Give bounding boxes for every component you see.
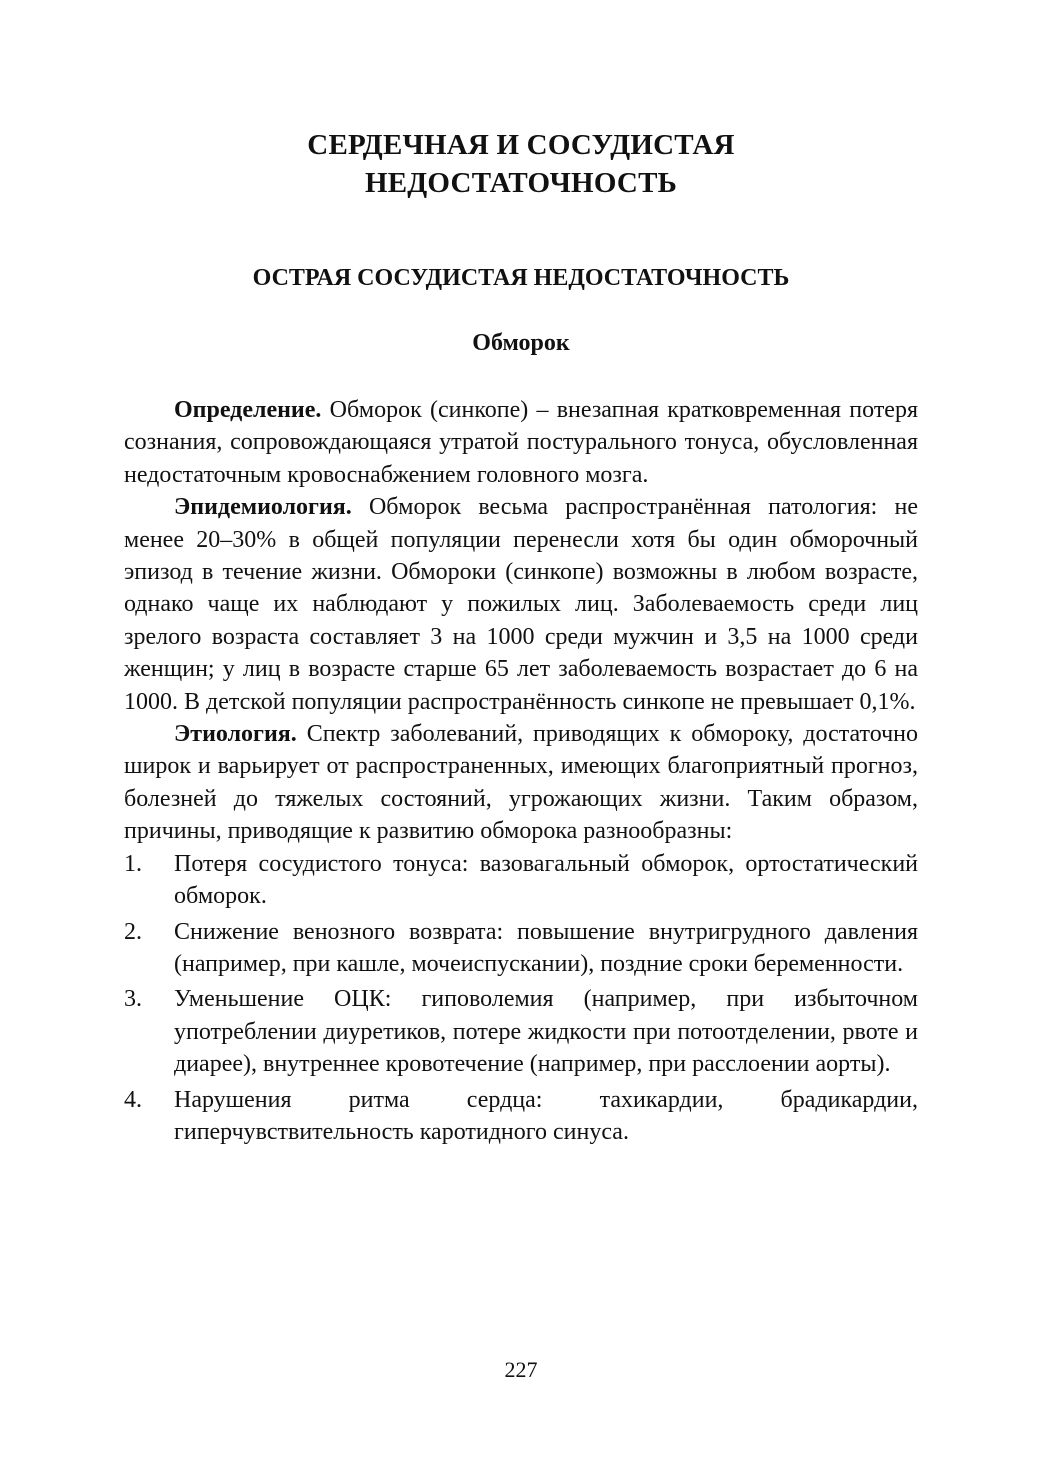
list-item-number: 4. [124, 1086, 142, 1113]
list-item-number: 1. [124, 850, 142, 877]
list-item [124, 1084, 918, 1149]
list-item [124, 848, 918, 913]
etiology-text: Спектр заболеваний, приводящих к обмороку, достаточно широк и варьирует от распространенных, имеющих благоприятный прогноз, болезней до тяжелых состояний, угрожающих жизни. Таким образом, причины, приводящие к развитию обморока разнообразны: [124, 721, 918, 845]
causes-list [124, 848, 918, 1149]
paragraph-definition [124, 394, 918, 491]
list-item [124, 916, 918, 981]
page-number: 227 [504, 1357, 538, 1382]
list-item [124, 983, 918, 1080]
epidemiology-text: Обморок весьма распространённая патология: не менее 20–30% в общей популяции перенесли хотя бы один обморочный эпизод в течение жизни. Обмороки (синкопе) возможны в любом возрасте, однако чаще их наблюдают у пожилых лиц. Заболеваемость среди лиц зрелого возраста составляет 3 на 1000 среди мужчин и 3,5 на 1000 среди женщин; у лиц в возрасте старше 65 лет заболеваемость возрастает до 6 на 1000. В детской популяции распространённость синкопе не превышает 0,1%. [124, 494, 918, 715]
subsection-title: Обморок [472, 330, 570, 356]
list-item-number: 3. [124, 986, 142, 1013]
body-text [124, 394, 918, 1148]
definition-text: Обморок (синкопе) – внезапная кратковременная потеря сознания, сопровождающаяся утратой постурального тонуса, обусловленная недостаточным кровоснабжением головного мозга. [124, 397, 918, 488]
epidemiology-label: Эпидемиология. [174, 494, 352, 521]
list-item-text: Потеря сосудистого тонуса: вазовагальный обморок, ортостатический обморок. [174, 850, 918, 910]
paragraph-etiology [124, 718, 918, 848]
definition-label: Определение. [174, 397, 322, 423]
chapter-title-line-2: НЕДОСТАТОЧНОСТЬ [364, 167, 677, 199]
paragraph-epidemiology [124, 491, 918, 718]
list-item-number: 2. [124, 918, 142, 945]
list-item-text: Уменьшение ОЦК: гиповолемия (например, при избыточном употреблении диуретиков, потере жидкости при потоотделении, рвоте и диарее), внутреннее кровотечение (например, при расслоении аорты). [174, 986, 918, 1078]
list-item-text: Снижение венозного возврата: повышение внутригрудного давления (например, при кашле, мочеиспускании), поздние сроки беременности. [174, 918, 918, 977]
chapter-title-line-1: СЕРДЕЧНАЯ И СОСУДИСТАЯ [307, 129, 735, 161]
section-title: ОСТРАЯ СОСУДИСТАЯ НЕДОСТАТОЧНОСТЬ [252, 265, 790, 291]
list-item-text: Нарушения ритма сердца: тахикардии, брадикардии, гиперчувствительность каротидного синуса. [174, 1086, 918, 1145]
etiology-label: Этиология. [174, 721, 297, 748]
chapter-title [124, 126, 918, 202]
